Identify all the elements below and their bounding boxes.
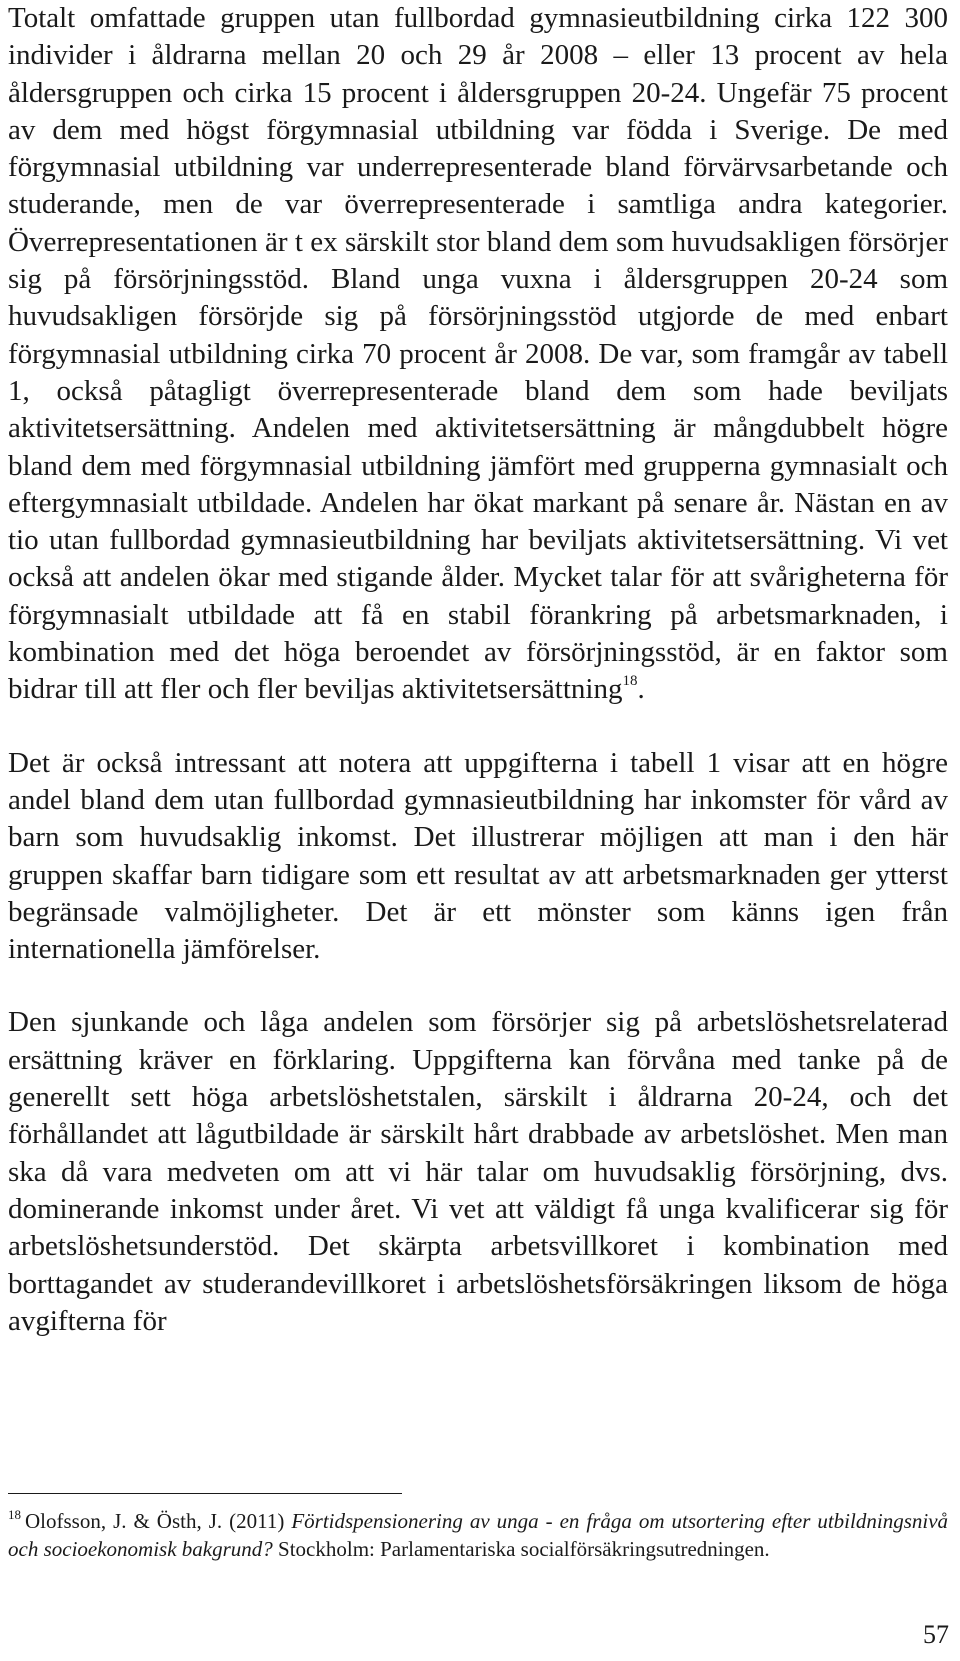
footnote-authors: Olofsson, J. & Östh, J. (2011)	[25, 1509, 285, 1533]
page-body	[8, 0, 948, 1340]
footnote-publisher: Stockholm: Parlamentariska socialförsäkringsutredningen.	[278, 1536, 770, 1561]
footnote-number: 18	[8, 1507, 21, 1522]
body-paragraph-2: Det är också intressant att notera att uppgifterna i tabell 1 visar att en högre andel bland dem utan fullbordad gymnasieutbildning har inkomster för vård av barn som huvudsaklig inkomst. Det illustrerar möjligen att man i den här gruppen skaffar barn tidigare som ett resultat av att arbetsmarknaden ger ytterst begränsade valmöjligheter. Det är ett mönster som känns igen från internationella jämförelser.	[8, 746, 948, 966]
footnote-divider	[8, 1493, 402, 1494]
body-paragraph-3: Den sjunkande och låga andelen som försörjer sig på arbetslöshetsrelaterad ersättning kräver en förklaring. Uppgifterna kan förvåna med tanke på de generellt sett höga arbetslöshetstalen, särskilt i åldrarna 20-24, och det förhållandet att lågutbildade är särskilt hårt drabbade av arbetslöshet. Men man ska då vara medveten om att vi här talar om huvudsaklig försörjning, dvs. dominerande inkomst under året. Vi vet att väldigt få unga kvalificerar sig för arbetslöshetsunderstöd. Det skärpta arbetsvillkoret i kombination med borttagandet av studerandevillkoret i arbetslöshetsförsäkringen liksom de höga avgifterna för	[8, 1006, 948, 1337]
paragraph-trailing-punctuation: .	[637, 673, 645, 706]
page-number: 57	[923, 1620, 949, 1649]
body-paragraph-1	[8, 0, 948, 709]
paragraph-text: Totalt omfattade gruppen utan fullbordad gymnasieutbildning cirka 122 300 individer i åldrarna mellan 20 och 29 år 2008 – eller 13 procent av hela åldersgruppen och cirka 15 procent i åldersgruppen 20-24. Ungefär 75 procent av dem med högst förgymnasial utbildning var födda i Sverige. De med förgymnasial utbildning var underrepresenterade bland förvärvsarbetande och studerande, men de var överrepresenterade i samtliga andra kategorier. Överrepresentationen är t ex särskilt stor bland dem som huvudsakligen försörjer sig på försörjningsstöd. Bland unga vuxna i åldersgruppen 20-24 som huvudsakligen försörjde sig på försörjningsstöd utgjorde de med enbart förgymnasial utbildning cirka 70 procent år 2008. De var, som framgår av tabell 1, också påtagligt överrepresenterade bland dem som hade beviljats aktivitetsersättning. Andelen med aktivitetsersättning är mångdubbelt högre bland dem med förgymnasial utbildning jämfört med grupperna gymnasialt och eftergymnasialt utbildade. Andelen har ökat markant på senare år. Nästan en av tio utan fullbordad gymnasieutbildning har beviljats aktivitetsersättning. Vi vet också att andelen ökar med stigande ålder. Mycket talar för att svårigheterna för förgymnasialt utbildade att få en stabil förankring på arbetsmarknaden, i kombination med det höga beroendet av försörjningsstöd, är en faktor som bidrar till att fler och fler beviljas aktivitetsersättning	[8, 2, 948, 706]
footnote-title: Förtidspensionering av unga - en fråga om utsortering efter utbildningsnivå och socioekonomisk bakgrund?	[8, 1509, 949, 1561]
footnote-reference[interactable]: 18	[622, 673, 638, 690]
footnote	[8, 1508, 948, 1563]
